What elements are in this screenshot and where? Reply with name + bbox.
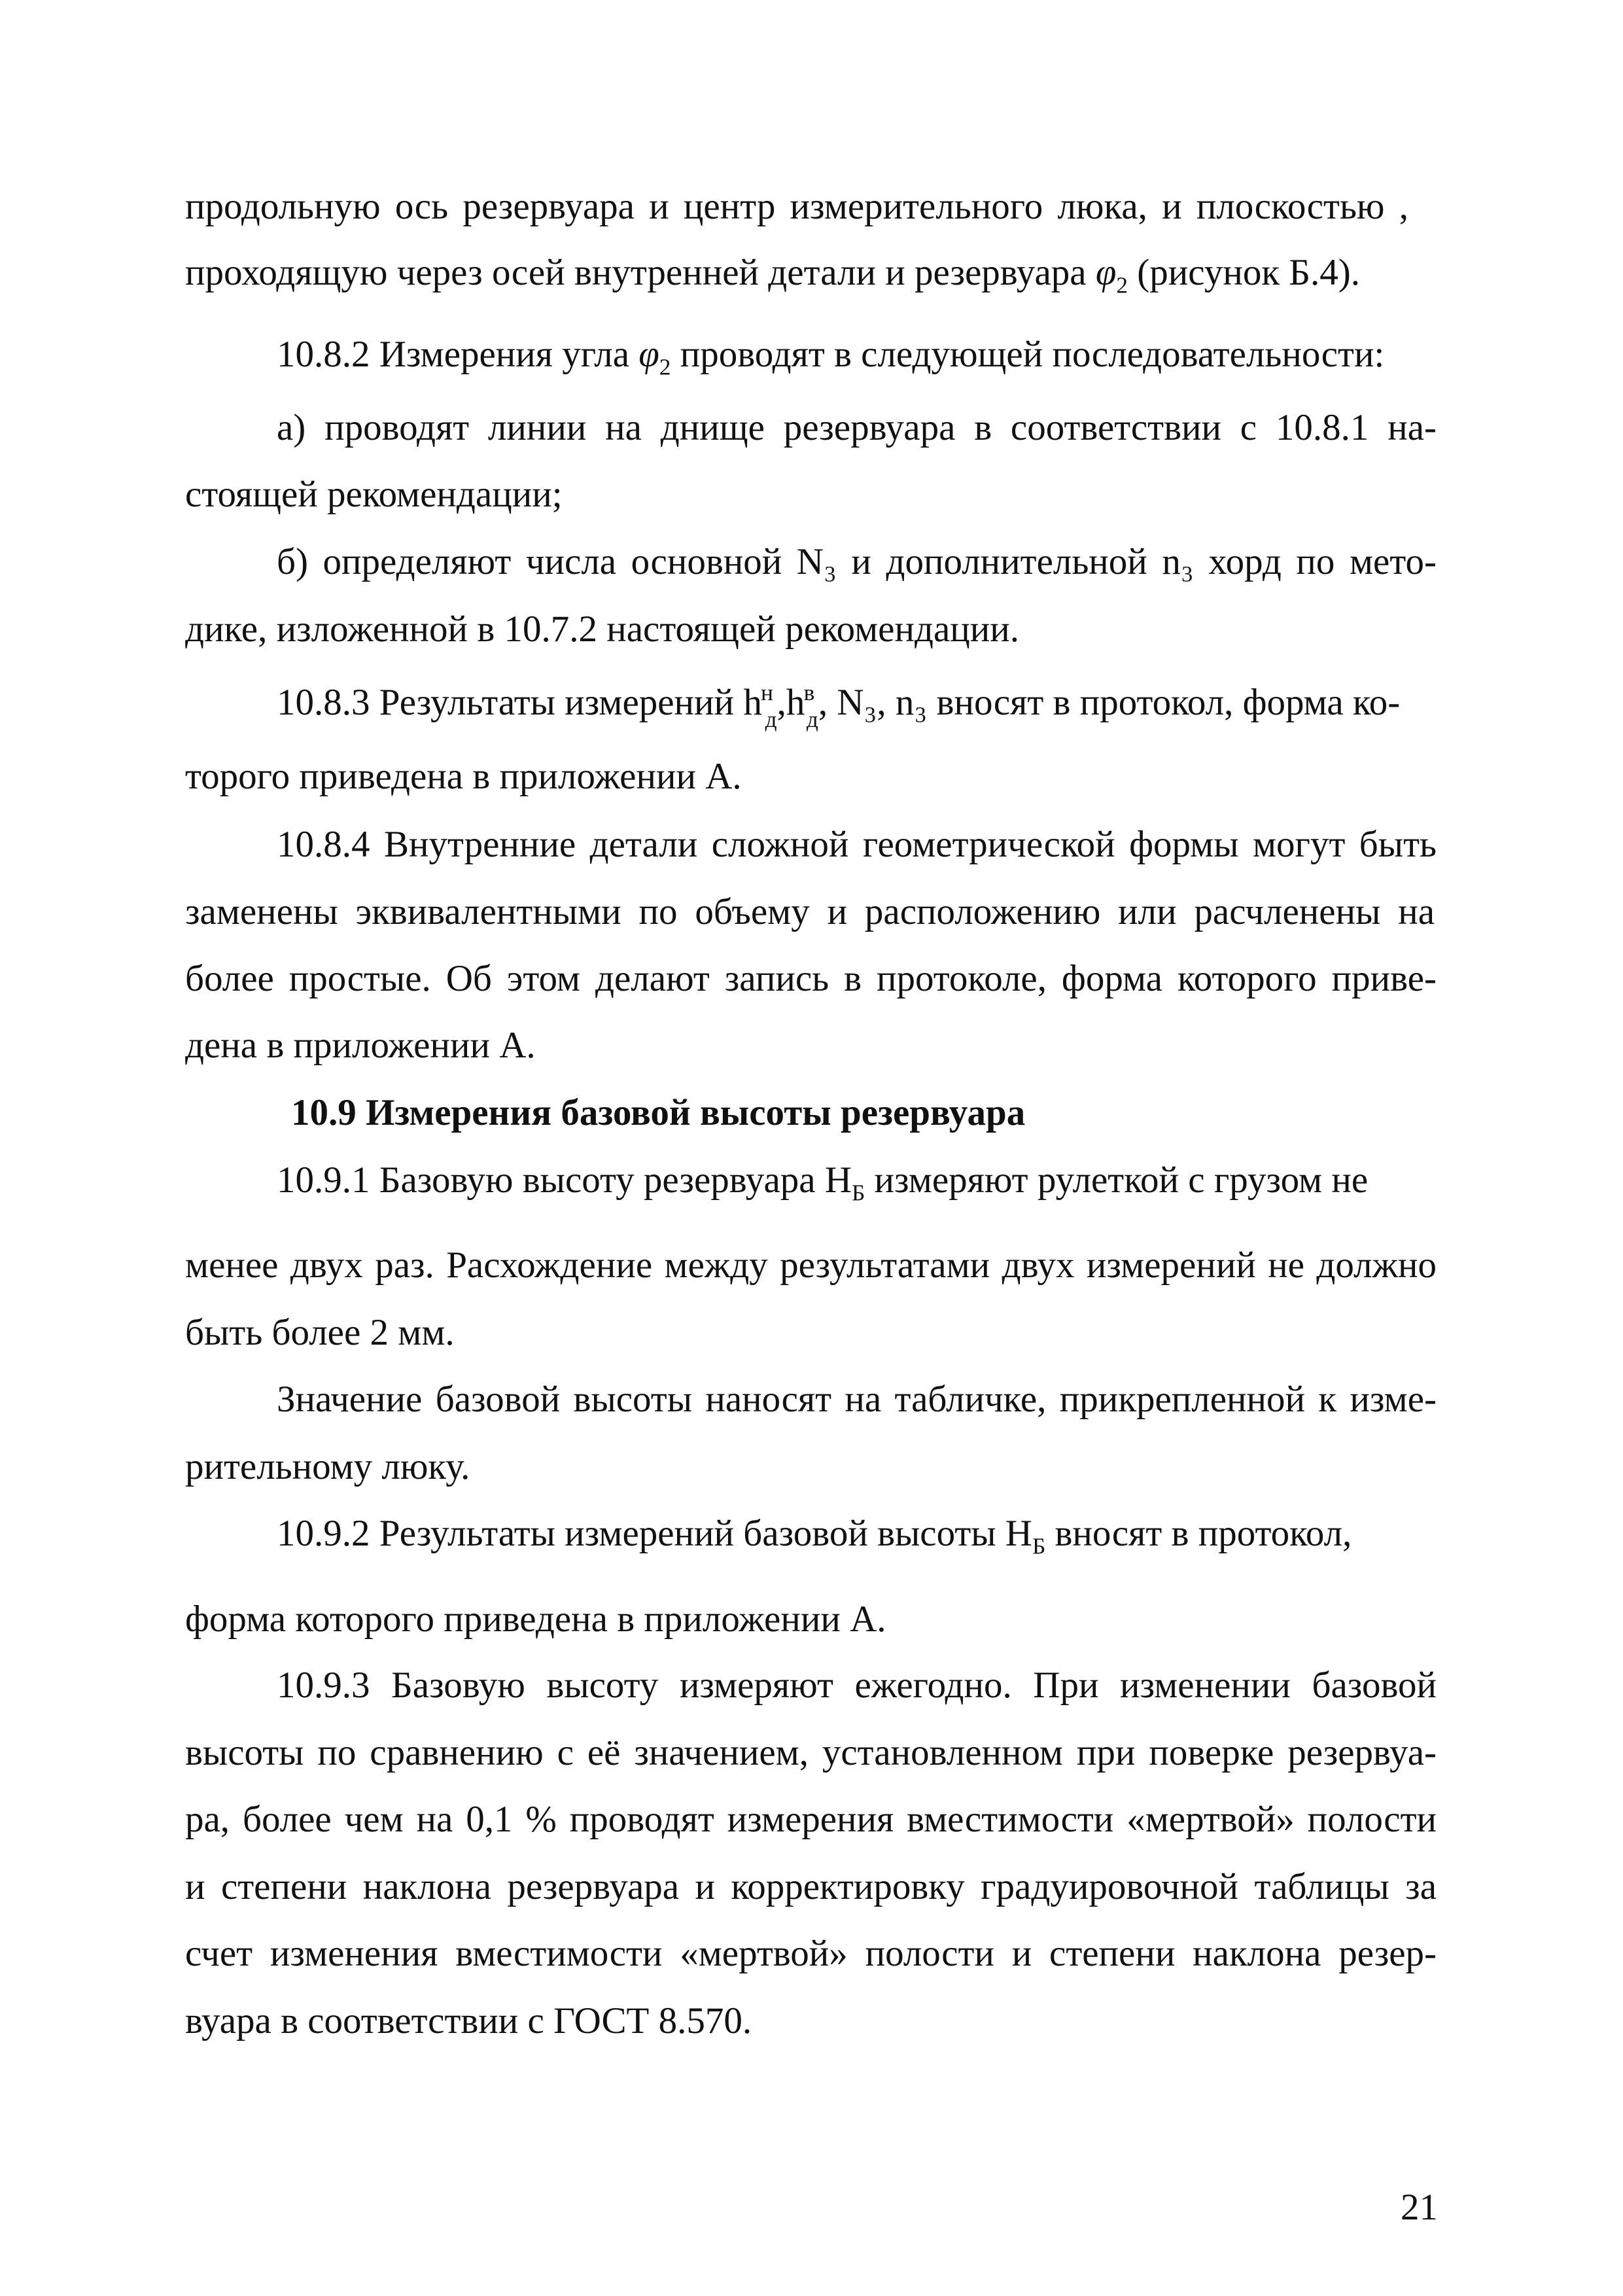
text-line: менее двух раз. Расхождение между результатами двух измерений не должно [185,1245,1437,1286]
text-line: и степени наклона резервуара и корректировку градуировочной таблицы за [185,1866,1437,1907]
text-line: счет изменения вместимости «мертвой» полости и степени наклона резер- [185,1933,1437,1974]
text-line: продольную ось резервуара и центр измерительного люка, и плоскостью , [185,186,1408,227]
text-line [185,252,1360,298]
text-line: вуара в соответствии с ГОСТ 8.570. [185,2000,752,2041]
text-line: дена в приложении А. [185,1025,536,1066]
text-segment: 10.9.2 Результаты измерений базовой высоты [277,1513,1005,1554]
text-segment: проходящую через осей внутренней детали и резервуара [185,252,1096,293]
text-line: быть более 2 мм. [185,1312,455,1353]
text-line [277,1159,1437,1206]
h-variable: $h^в_д$ [786,680,818,733]
h-symbol: H [824,1159,852,1201]
phi-symbol: φ [638,334,659,375]
text-segment: 10.8.3 Результаты измерений [277,682,744,723]
phi-subscript: 2 [1116,272,1128,298]
text-segment: , N₃, n₃ вносят в протокол, форма ко- [818,682,1401,723]
text-line: высоты по сравнению с её значением, установленном при поверке резервуа- [185,1732,1437,1773]
text-line: 10.9.3 Базовую высоту измеряют ежегодно. При изменении базовой [277,1665,1437,1706]
text-segment: 10.8.2 Измерения угла [277,334,639,375]
text-segment: проводят в следующей последовательности: [671,334,1385,375]
text-line: заменены эквивалентными по объему и расположению или расчленены на [185,891,1435,932]
text-line [277,680,1401,733]
text-line: дике, изложенной в 10.7.2 настоящей рекомендации. [185,609,1020,650]
text-line [277,1513,1437,1559]
phi-symbol: φ [1095,252,1117,293]
text-line: стоящей рекомендации; [185,474,563,515]
h-variable: $h^н_д$ [743,680,777,733]
text-line: а) проводят линии на днище резервуара в соответствии с 10.8.1 на- [277,407,1437,448]
text-line: рительному люку. [185,1446,470,1487]
text-segment: (рисунок Б.4). [1128,252,1360,293]
h-subscript: Б [1032,1533,1046,1559]
text-segment: , [777,682,786,723]
text-segment: измеряют рулеткой с грузом не [865,1159,1369,1201]
text-segment: вносят в протокол, [1045,1513,1352,1554]
text-line: Значение базовой высоты наносят на табличке, прикрепленной к изме- [277,1379,1437,1420]
text-segment: 10.9.1 Базовую высоту резервуара [277,1159,825,1201]
text-line [277,334,1385,380]
section-heading: 10.9 Измерения базовой высоты резервуара [291,1092,1026,1133]
text-line: форма которого приведена в приложении А. [185,1598,886,1640]
phi-subscript: 2 [659,354,671,380]
h-symbol: H [1005,1513,1032,1554]
text-line: более простые. Об этом делают запись в протоколе, форма которого приве- [185,958,1437,999]
text-line: ра, более чем на 0,1 % проводят измерения вместимости «мертвой» полости [185,1799,1437,1840]
page-number: 21 [1401,2187,1438,2228]
h-subscript: Б [851,1180,865,1206]
text-line: торого приведена в приложении А. [185,756,742,797]
text-line: б) определяют числа основной N₃ и дополнительной n₃ хорд по мето- [277,541,1437,582]
text-line: 10.8.4 Внутренние детали сложной геометрической формы могут быть [277,824,1437,865]
